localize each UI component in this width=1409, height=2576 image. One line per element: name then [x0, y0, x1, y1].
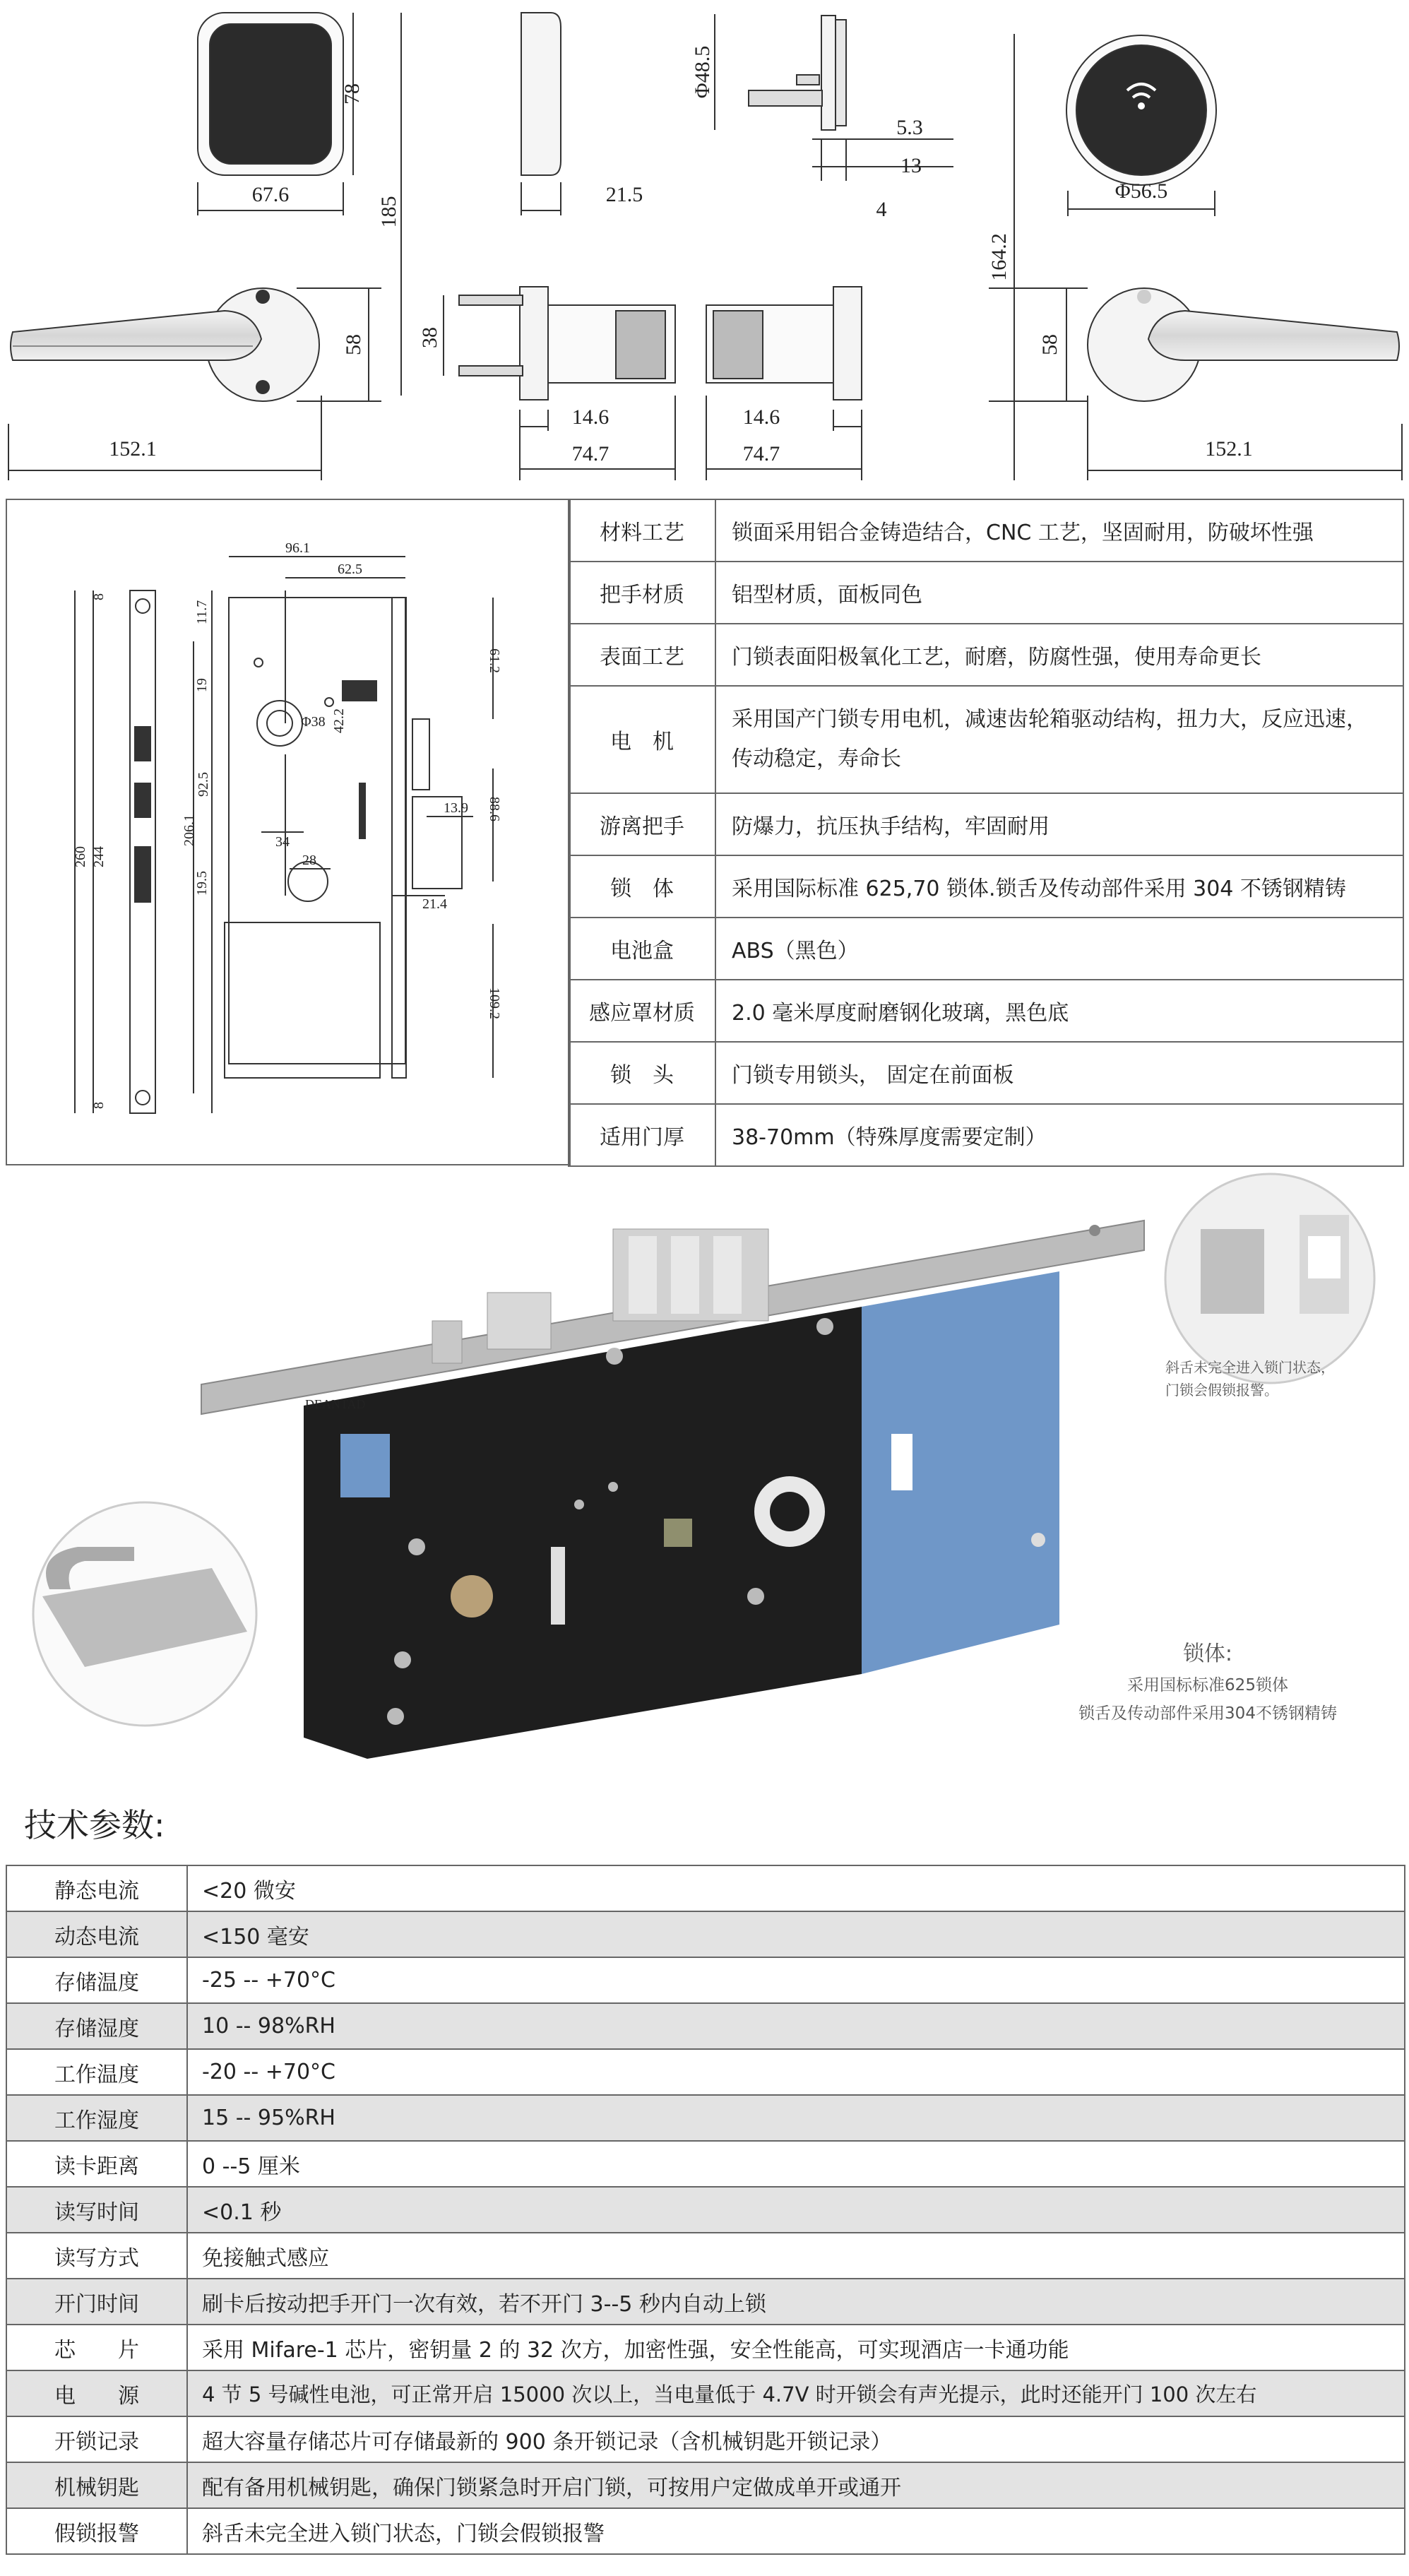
tech-key: 开锁记录: [6, 2416, 187, 2462]
caption-line2: 锁舌及传动部件采用304不锈钢精铸: [1078, 1704, 1337, 1723]
tech-key: 工作温度: [6, 2049, 187, 2095]
tech-key: 电 源: [6, 2370, 187, 2416]
spec-value: 锁面采用铝合金铸造结合，CNC 工艺，坚固耐用，防破坏性强: [715, 499, 1403, 562]
dim-label: 13.9: [444, 800, 468, 816]
table-row: [569, 562, 1403, 624]
dim-label: 96.1: [285, 540, 310, 556]
dim-label: 109.2: [487, 987, 502, 1019]
dim-label: 58: [1038, 334, 1062, 355]
tech-key: 读写时间: [6, 2187, 187, 2233]
dim-label: 74.7: [742, 442, 780, 465]
dim-label: 34: [275, 834, 290, 850]
tech-key: 开门时间: [6, 2279, 187, 2325]
spec-key: 锁 头: [569, 1042, 715, 1104]
table-row: [6, 1911, 1405, 1957]
dim-label: Φ56.5: [1114, 179, 1168, 203]
tech-key: 存储温度: [6, 1957, 187, 2003]
dim-label: 244: [91, 846, 107, 867]
dimension-drawings: [0, 0, 1409, 487]
tech-value: -25 -- +70°C: [187, 1957, 1405, 2003]
spec-key: 电 机: [569, 686, 715, 793]
spec-value: 采用国际标准 625,70 锁体.锁舌及传动部件采用 304 不锈钢精铸: [715, 855, 1403, 918]
inset-caption-line2: 门锁会假锁报警。: [1165, 1382, 1278, 1399]
tech-key: 存储湿度: [6, 2003, 187, 2049]
table-row: [569, 1042, 1403, 1104]
dim-label: 62.5: [338, 562, 362, 577]
spec-key: 材料工艺: [569, 499, 715, 562]
table-row: [569, 793, 1403, 855]
tech-key: 芯 片: [6, 2325, 187, 2370]
table-row: [569, 1104, 1403, 1166]
lock-photo-section: [0, 1173, 1409, 1780]
table-row: [6, 2095, 1405, 2141]
table-row: [6, 2416, 1405, 2462]
dim-label: 206.1: [182, 814, 197, 846]
table-row: [569, 624, 1403, 686]
table-row: [6, 2462, 1405, 2508]
tech-value: 15 -- 95%RH: [187, 2095, 1405, 2141]
tech-value: 0 --5 厘米: [187, 2141, 1405, 2187]
tech-value: <20 微安: [187, 1865, 1405, 1911]
table-row: [6, 2003, 1405, 2049]
spec-table: [568, 499, 1404, 1167]
dim-label: 67.6: [251, 183, 290, 206]
dim-label: Φ38: [301, 714, 326, 730]
dim-label: Φ48.5: [691, 45, 714, 99]
spec-value: 门锁专用锁头， 固定在前面板: [715, 1042, 1403, 1104]
tech-key: 机械钥匙: [6, 2462, 187, 2508]
spec-key: 表面工艺: [569, 624, 715, 686]
spec-key: 把手材质: [569, 562, 715, 624]
caption-title: 锁体:: [1182, 1642, 1233, 1666]
dim-label: 74.7: [571, 442, 610, 465]
inset-caption: [1165, 1356, 1377, 1401]
dim-label: 21.5: [605, 183, 643, 206]
faceplate-engraving: DEANTAD: [305, 1397, 366, 1411]
tech-value: 斜舌未完全进入锁门状态，门锁会假锁报警: [187, 2508, 1405, 2554]
tech-title: 技术参数:: [24, 1806, 165, 1844]
dim-label: 8: [91, 593, 107, 600]
table-row: [569, 980, 1403, 1042]
spec-value: 门锁表面阳极氧化工艺，耐磨，防腐性强，使用寿命更长: [715, 624, 1403, 686]
dim-label: 5.3: [896, 116, 923, 139]
tech-value: 10 -- 98%RH: [187, 2003, 1405, 2049]
dim-label: 19.5: [194, 871, 210, 896]
table-row: [6, 2187, 1405, 2233]
hook-inset: [33, 1502, 256, 1726]
latch-inset: [1165, 1174, 1374, 1383]
tech-value: 免接触式感应: [187, 2233, 1405, 2279]
spec-value: 38-70mm（特殊厚度需要定制）: [715, 1104, 1403, 1166]
dimension-drawings-svg: [0, 0, 1409, 487]
dim-label: 13: [900, 154, 922, 177]
tech-key: 读卡距离: [6, 2141, 187, 2187]
tech-value: 刷卡后按动把手开门一次有效，若不开门 3--5 秒内自动上锁: [187, 2279, 1405, 2325]
dim-label: 185: [377, 196, 400, 228]
mortise-drawing-frame: [6, 499, 571, 1165]
latch-bolt: [487, 1293, 551, 1349]
table-row: [569, 918, 1403, 980]
dim-label: 78: [340, 83, 364, 105]
spec-key: 锁 体: [569, 855, 715, 918]
tech-table: [6, 1865, 1405, 2555]
dim-label: 61.2: [487, 648, 502, 673]
dim-label: 14.6: [742, 405, 780, 429]
table-row: [6, 2325, 1405, 2370]
caption-line1: 采用国标标准625锁体: [1127, 1676, 1288, 1694]
trigger-bolt: [432, 1321, 462, 1363]
dim-label: 164.2: [987, 233, 1011, 281]
tech-key: 工作湿度: [6, 2095, 187, 2141]
table-row: [6, 2141, 1405, 2187]
tech-value: <0.1 秒: [187, 2187, 1405, 2233]
tech-key: 假锁报警: [6, 2508, 187, 2554]
lock-body-caption: [1017, 1637, 1398, 1728]
spec-key: 适用门厚: [569, 1104, 715, 1166]
dim-label: 152.1: [109, 437, 157, 461]
tech-value: 配有备用机械钥匙，确保门锁紧急时开启门锁，可按用户定做成单开或通开: [187, 2462, 1405, 2508]
spec-key: 感应罩材质: [569, 980, 715, 1042]
spec-value: 铝型材质，面板同色: [715, 562, 1403, 624]
spec-key: 电池盒: [569, 918, 715, 980]
spec-value: ABS（黑色）: [715, 918, 1403, 980]
spec-value: 2.0 毫米厚度耐磨钢化玻璃，黑色底: [715, 980, 1403, 1042]
dim-label: 21.4: [422, 896, 447, 912]
table-row: [569, 686, 1403, 793]
dim-label: 260: [73, 846, 88, 867]
tech-value: 超大容量存储芯片可存储最新的 900 条开锁记录（含机械钥匙开锁记录）: [187, 2416, 1405, 2462]
dim-label: 14.6: [571, 405, 610, 429]
dim-label: 88.6: [487, 797, 502, 821]
table-row: [569, 499, 1403, 562]
dim-label: 38: [418, 327, 441, 348]
table-row: [6, 1957, 1405, 2003]
spec-value: 采用国产门锁专用电机，减速齿轮箱驱动结构，扭力大，反应迅速，传动稳定，寿命长: [715, 686, 1403, 793]
table-row: [6, 2508, 1405, 2554]
tech-value: -20 -- +70°C: [187, 2049, 1405, 2095]
table-row: [6, 2279, 1405, 2325]
tech-key: 静态电流: [6, 1865, 187, 1911]
dim-label: 58: [342, 334, 365, 355]
tech-value: 4 节 5 号碱性电池，可正常开启 15000 次以上，当电量低于 4.7V 时开锁会有声光提示，此时还能开门 100 次左右: [187, 2370, 1405, 2416]
dim-label: 19: [194, 678, 210, 692]
inset-caption-line1: 斜舌未完全进入锁门状态，: [1165, 1359, 1335, 1376]
table-row: [6, 2233, 1405, 2279]
mortise-spec-section: [0, 499, 1409, 1165]
table-row: [6, 2370, 1405, 2416]
dim-label: 11.7: [194, 600, 210, 624]
table-row: [6, 1865, 1405, 1911]
mortise-drawing-svg: [7, 500, 569, 1164]
dim-label: 28: [302, 853, 316, 868]
tech-key: 读写方式: [6, 2233, 187, 2279]
dim-label: 42.2: [331, 708, 347, 733]
dim-label: 152.1: [1205, 437, 1253, 461]
spec-key: 游离把手: [569, 793, 715, 855]
tech-key: 动态电流: [6, 1911, 187, 1957]
tech-value: <150 毫安: [187, 1911, 1405, 1957]
dim-label: 4: [876, 198, 887, 221]
table-row: [569, 855, 1403, 918]
dim-label: 8: [91, 1102, 107, 1109]
spec-value: 防爆力，抗压执手结构，牢固耐用: [715, 793, 1403, 855]
tech-value: 采用 Mifare-1 芯片，密钥量 2 的 32 次方，加密性强，安全性能高，可实现酒店一卡通功能: [187, 2325, 1405, 2370]
deadbolt: [613, 1229, 768, 1321]
dim-label: 92.5: [196, 772, 211, 797]
table-row: [6, 2049, 1405, 2095]
